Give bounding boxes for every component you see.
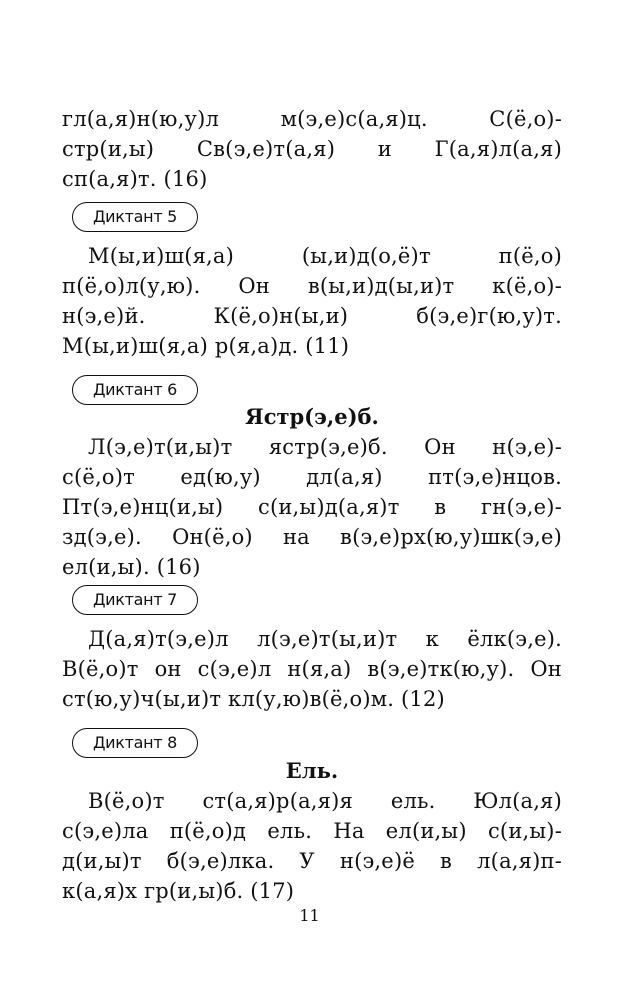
text-line: Пт(э,е)нц(и,ы) с(и,ы)д(а,я)т в гн(э,е)- xyxy=(62,495,562,519)
text-line: с(э,е)ла п(ё,о)д ель. На ел(и,ы) с(и,ы)- xyxy=(62,819,562,843)
text-line: Д(а,я)т(э,е)л л(э,е)т(ы,и)т к ёлк(э,е). xyxy=(88,627,562,651)
text-line: ел(и,ы). (16) xyxy=(62,555,201,579)
text-line: сп(а,я)т. (16) xyxy=(62,167,208,191)
dictation-label: Диктант 7 xyxy=(72,585,198,615)
text-line: д(и,ы)т б(э,е)лка. У н(э,е)ё в л(а,я)п- xyxy=(62,849,562,873)
dictation-title: Ель. xyxy=(285,758,339,783)
text-line: п(ё,о)л(у,ю). Он в(ы,и)д(ы,и)т к(ё,о)- xyxy=(62,274,562,298)
dictation-label: Диктант 5 xyxy=(72,202,198,232)
dictation-label: Диктант 6 xyxy=(72,375,198,405)
page-number: 11 xyxy=(299,906,320,925)
text-line: стр(и,ы) Св(э,е)т(а,я) и Г(а,я)л(а,я) xyxy=(62,137,562,161)
text-line: с(ё,о)т ед(ю,у) дл(а,я) пт(э,е)нцов. xyxy=(62,465,562,489)
text-line: М(ы,и)ш(я,а) р(я,а)д. (11) xyxy=(62,334,350,358)
dictation-title: Ястр(э,е)б. xyxy=(245,404,379,429)
text-line: к(а,я)х гр(и,ы)б. (17) xyxy=(62,879,295,903)
text-line: М(ы,и)ш(я,а) (ы,и)д(о,ё)т п(ё,о) xyxy=(88,244,562,268)
text-line: гл(а,я)н(ю,у)л м(э,е)с(а,я)ц. С(ё,о)- xyxy=(62,107,562,131)
text-line: ст(ю,у)ч(ы,и)т кл(у,ю)в(ё,о)м. (12) xyxy=(62,687,445,711)
text-line: В(ё,о)т он с(э,е)л н(я,а) в(э,е)тк(ю,у). Он xyxy=(62,657,562,681)
dictation-label: Диктант 8 xyxy=(72,728,198,758)
text-line: н(э,е)й. К(ё,о)н(ы,и) б(э,е)г(ю,у)т. xyxy=(62,304,562,328)
text-line: В(ё,о)т ст(а,я)р(а,я)я ель. Юл(а,я) xyxy=(88,789,562,813)
text-line: зд(э,е). Он(ё,о) на в(э,е)рх(ю,у)шк(э,е) xyxy=(62,525,562,549)
text-line: Л(э,е)т(и,ы)т ястр(э,е)б. Он н(э,е)- xyxy=(88,435,562,459)
